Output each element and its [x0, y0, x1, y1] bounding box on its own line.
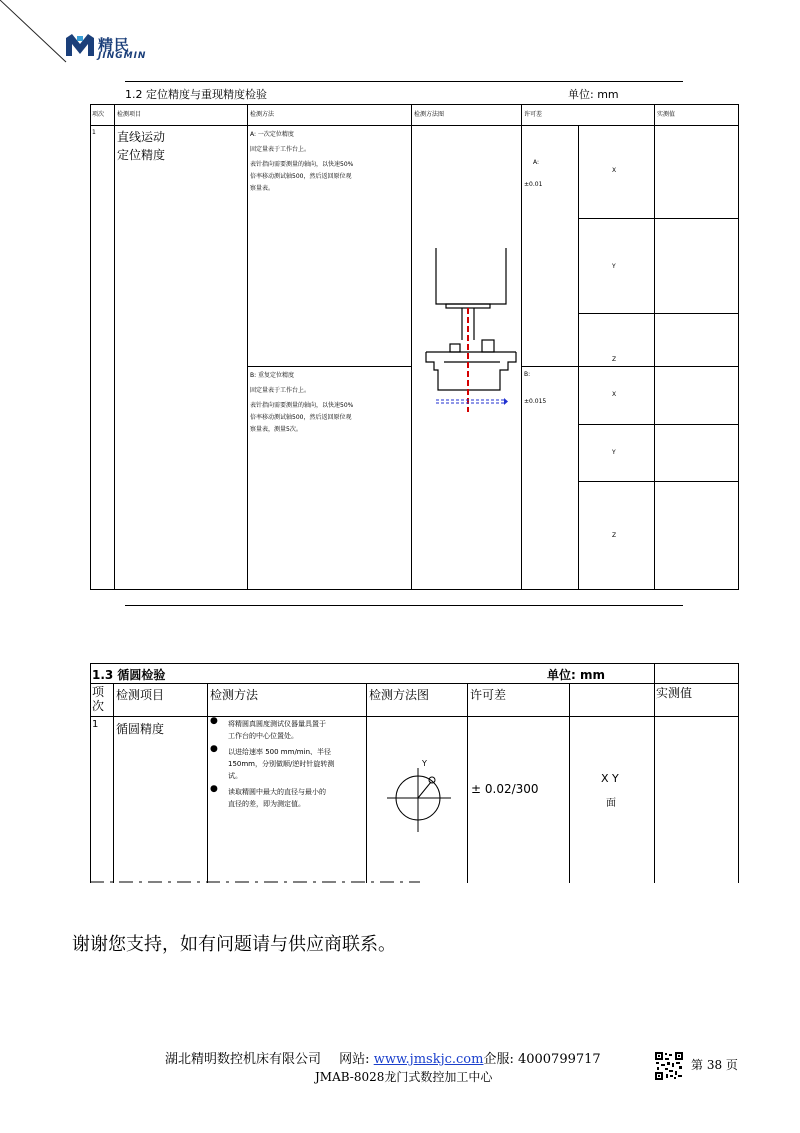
footer-company-line	[165, 1048, 601, 1067]
bullet-icon: ●	[210, 744, 218, 754]
table1-border-left	[90, 104, 91, 590]
table2-item: 循圆精度	[116, 722, 165, 736]
table2-col-divider	[569, 683, 570, 883]
footer-company: 湖北精明数控机床有限公司	[165, 1052, 322, 1067]
table1-item-line: 定位精度	[117, 148, 166, 162]
table1-axis-divider	[578, 218, 738, 219]
table2-header-tolerance: 许可差	[470, 688, 507, 702]
table1-col-divider	[247, 104, 248, 590]
method-bullet-3	[228, 786, 326, 810]
methodA-line: 表针指向需要测量的轴向，以快速50%	[250, 161, 354, 168]
logo-text-en: JINGMIN	[98, 51, 147, 61]
table1-item-cell	[117, 128, 165, 164]
table1-top-rule	[125, 81, 683, 82]
table2-header-item: 检测项目	[116, 688, 165, 702]
table2-broken-bottom	[90, 880, 420, 886]
table2-border-left	[90, 663, 91, 883]
table1-header-diagram: 检测方法图	[414, 111, 445, 118]
bullet-line: 工作台的中心位置处。	[228, 732, 298, 740]
footer-website-link[interactable]: www.jmskjc.com	[373, 1052, 484, 1067]
footer-site-label: 网站:	[339, 1052, 370, 1067]
methodB-line: 固定量表于工作台上。	[250, 387, 311, 394]
table2-header-bottom	[90, 716, 738, 717]
table2-unit: 单位: mm	[547, 668, 605, 682]
table2-title: 1.3 循圆检验	[92, 668, 166, 682]
table1-method-divider	[247, 366, 411, 367]
table1-header-no: 项次	[92, 111, 105, 118]
axis-label: Y	[612, 449, 616, 456]
table1-border-right	[738, 104, 739, 590]
table1-item-line: 直线运动	[117, 130, 166, 144]
table1-col-divider	[654, 104, 655, 590]
table2-plane: X Y	[601, 772, 619, 785]
table2-col-divider	[113, 683, 114, 883]
table1-header-item: 检测项目	[117, 111, 142, 118]
footer-qq: 企服: 4000799717	[483, 1052, 601, 1067]
method-bullet-2	[228, 746, 334, 782]
table2-header-measured: 实测值	[656, 686, 693, 700]
bullet-line: 直径的差，即为测定值。	[228, 800, 305, 808]
table2-header-no-line: 次	[92, 699, 105, 713]
bullet-line: 150mm，分别做顺/逆时针旋转测	[228, 760, 335, 768]
page-number: 第 38 页	[691, 1058, 738, 1072]
methodB-title: B: 重复定位精度	[250, 372, 295, 379]
qr-code-icon	[655, 1052, 683, 1080]
circle-diagram-y-label: Y	[422, 759, 427, 768]
table1-border-bottom	[90, 589, 738, 590]
table2-col-divider	[467, 683, 468, 883]
table1-methodB	[250, 370, 353, 436]
tolA-label: A:	[533, 159, 540, 166]
methodB-line: 表针指向需要测量的轴向，以快速50%	[250, 402, 354, 409]
bullet-icon: ●	[210, 784, 218, 794]
table1-unit: 单位: mm	[568, 88, 619, 101]
tolB-label: B:	[524, 371, 531, 378]
methodA-line: 固定量表于工作台上。	[250, 146, 311, 153]
table2-header-method: 检测方法	[210, 688, 259, 702]
circle-test-diagram	[385, 756, 455, 836]
axis-label: X	[612, 167, 617, 174]
methodB-line: 察量表，测量5次。	[250, 426, 302, 433]
footer-product: JMAB-8028龙门式数控加工中心	[315, 1070, 493, 1084]
methodA-line: 察量表。	[250, 185, 275, 192]
logo-mark-icon	[66, 34, 94, 56]
table2-border-top	[90, 663, 738, 664]
table1-header-bottom	[90, 125, 738, 126]
table1-border-top	[90, 104, 738, 105]
table1-col-divider	[114, 104, 115, 590]
table2-col-divider	[654, 663, 655, 883]
table2-plane-sub: 面	[606, 798, 616, 809]
table1-col-divider	[578, 125, 579, 590]
axis-label: Z	[612, 532, 617, 539]
table2-tolerance: ± 0.02/300	[471, 782, 539, 796]
table1-bottom-rule	[125, 605, 683, 606]
bullet-line: 以进给速率 500 mm/min、半径	[228, 748, 332, 756]
table1-axis-divider	[578, 424, 738, 425]
table2-border-right	[738, 663, 739, 883]
methodA-line: 倍率移动测试轴500，然后返回原位观	[250, 173, 352, 180]
bullet-icon: ●	[210, 716, 218, 726]
table1-header-method: 检测方法	[250, 111, 275, 118]
axis-label: Y	[612, 263, 616, 270]
bullet-line: 试。	[228, 772, 242, 780]
table1-methodA	[250, 129, 353, 195]
table2-header-no-line: 项	[92, 685, 105, 699]
spindle-indicator-diagram	[412, 240, 522, 415]
logo-text-cn: 精民	[98, 36, 131, 54]
table2-row-no: 1	[92, 719, 99, 730]
tolB-value: ±0.015	[524, 398, 547, 405]
table2-col-divider	[366, 683, 367, 883]
bullet-line: 将精圆真圆度测试仪器量具置于	[228, 720, 326, 728]
table1-axis-divider	[578, 481, 738, 482]
table2-col-divider	[207, 683, 208, 883]
axis-label: Z	[612, 356, 617, 363]
company-logo	[66, 34, 176, 62]
table2-title-bottom	[90, 683, 738, 684]
bullet-line: 读取精圆中最大的直径与最小的	[228, 788, 326, 796]
table1-header-tolerance: 许可差	[524, 111, 543, 118]
methodA-title: A: 一次定位精度	[250, 131, 294, 138]
table1-header-measured: 实测值	[657, 111, 676, 118]
table2-header-no	[92, 685, 104, 713]
axis-label: X	[612, 391, 617, 398]
tolA-value: ±0.01	[524, 181, 543, 188]
table1-row-no: 1	[92, 129, 96, 136]
method-bullet-1	[228, 718, 326, 742]
methodB-line: 倍率移动测试轴500，然后返回原位观	[250, 414, 352, 421]
table1-tol-divider	[521, 366, 738, 367]
table2-header-diagram: 检测方法图	[369, 688, 430, 702]
closing-message: 谢谢您支持，如有问题请与供应商联系。	[72, 934, 396, 955]
table1-axis-divider	[578, 313, 738, 314]
table1-title: 1.2 定位精度与重现精度检验	[125, 88, 267, 101]
